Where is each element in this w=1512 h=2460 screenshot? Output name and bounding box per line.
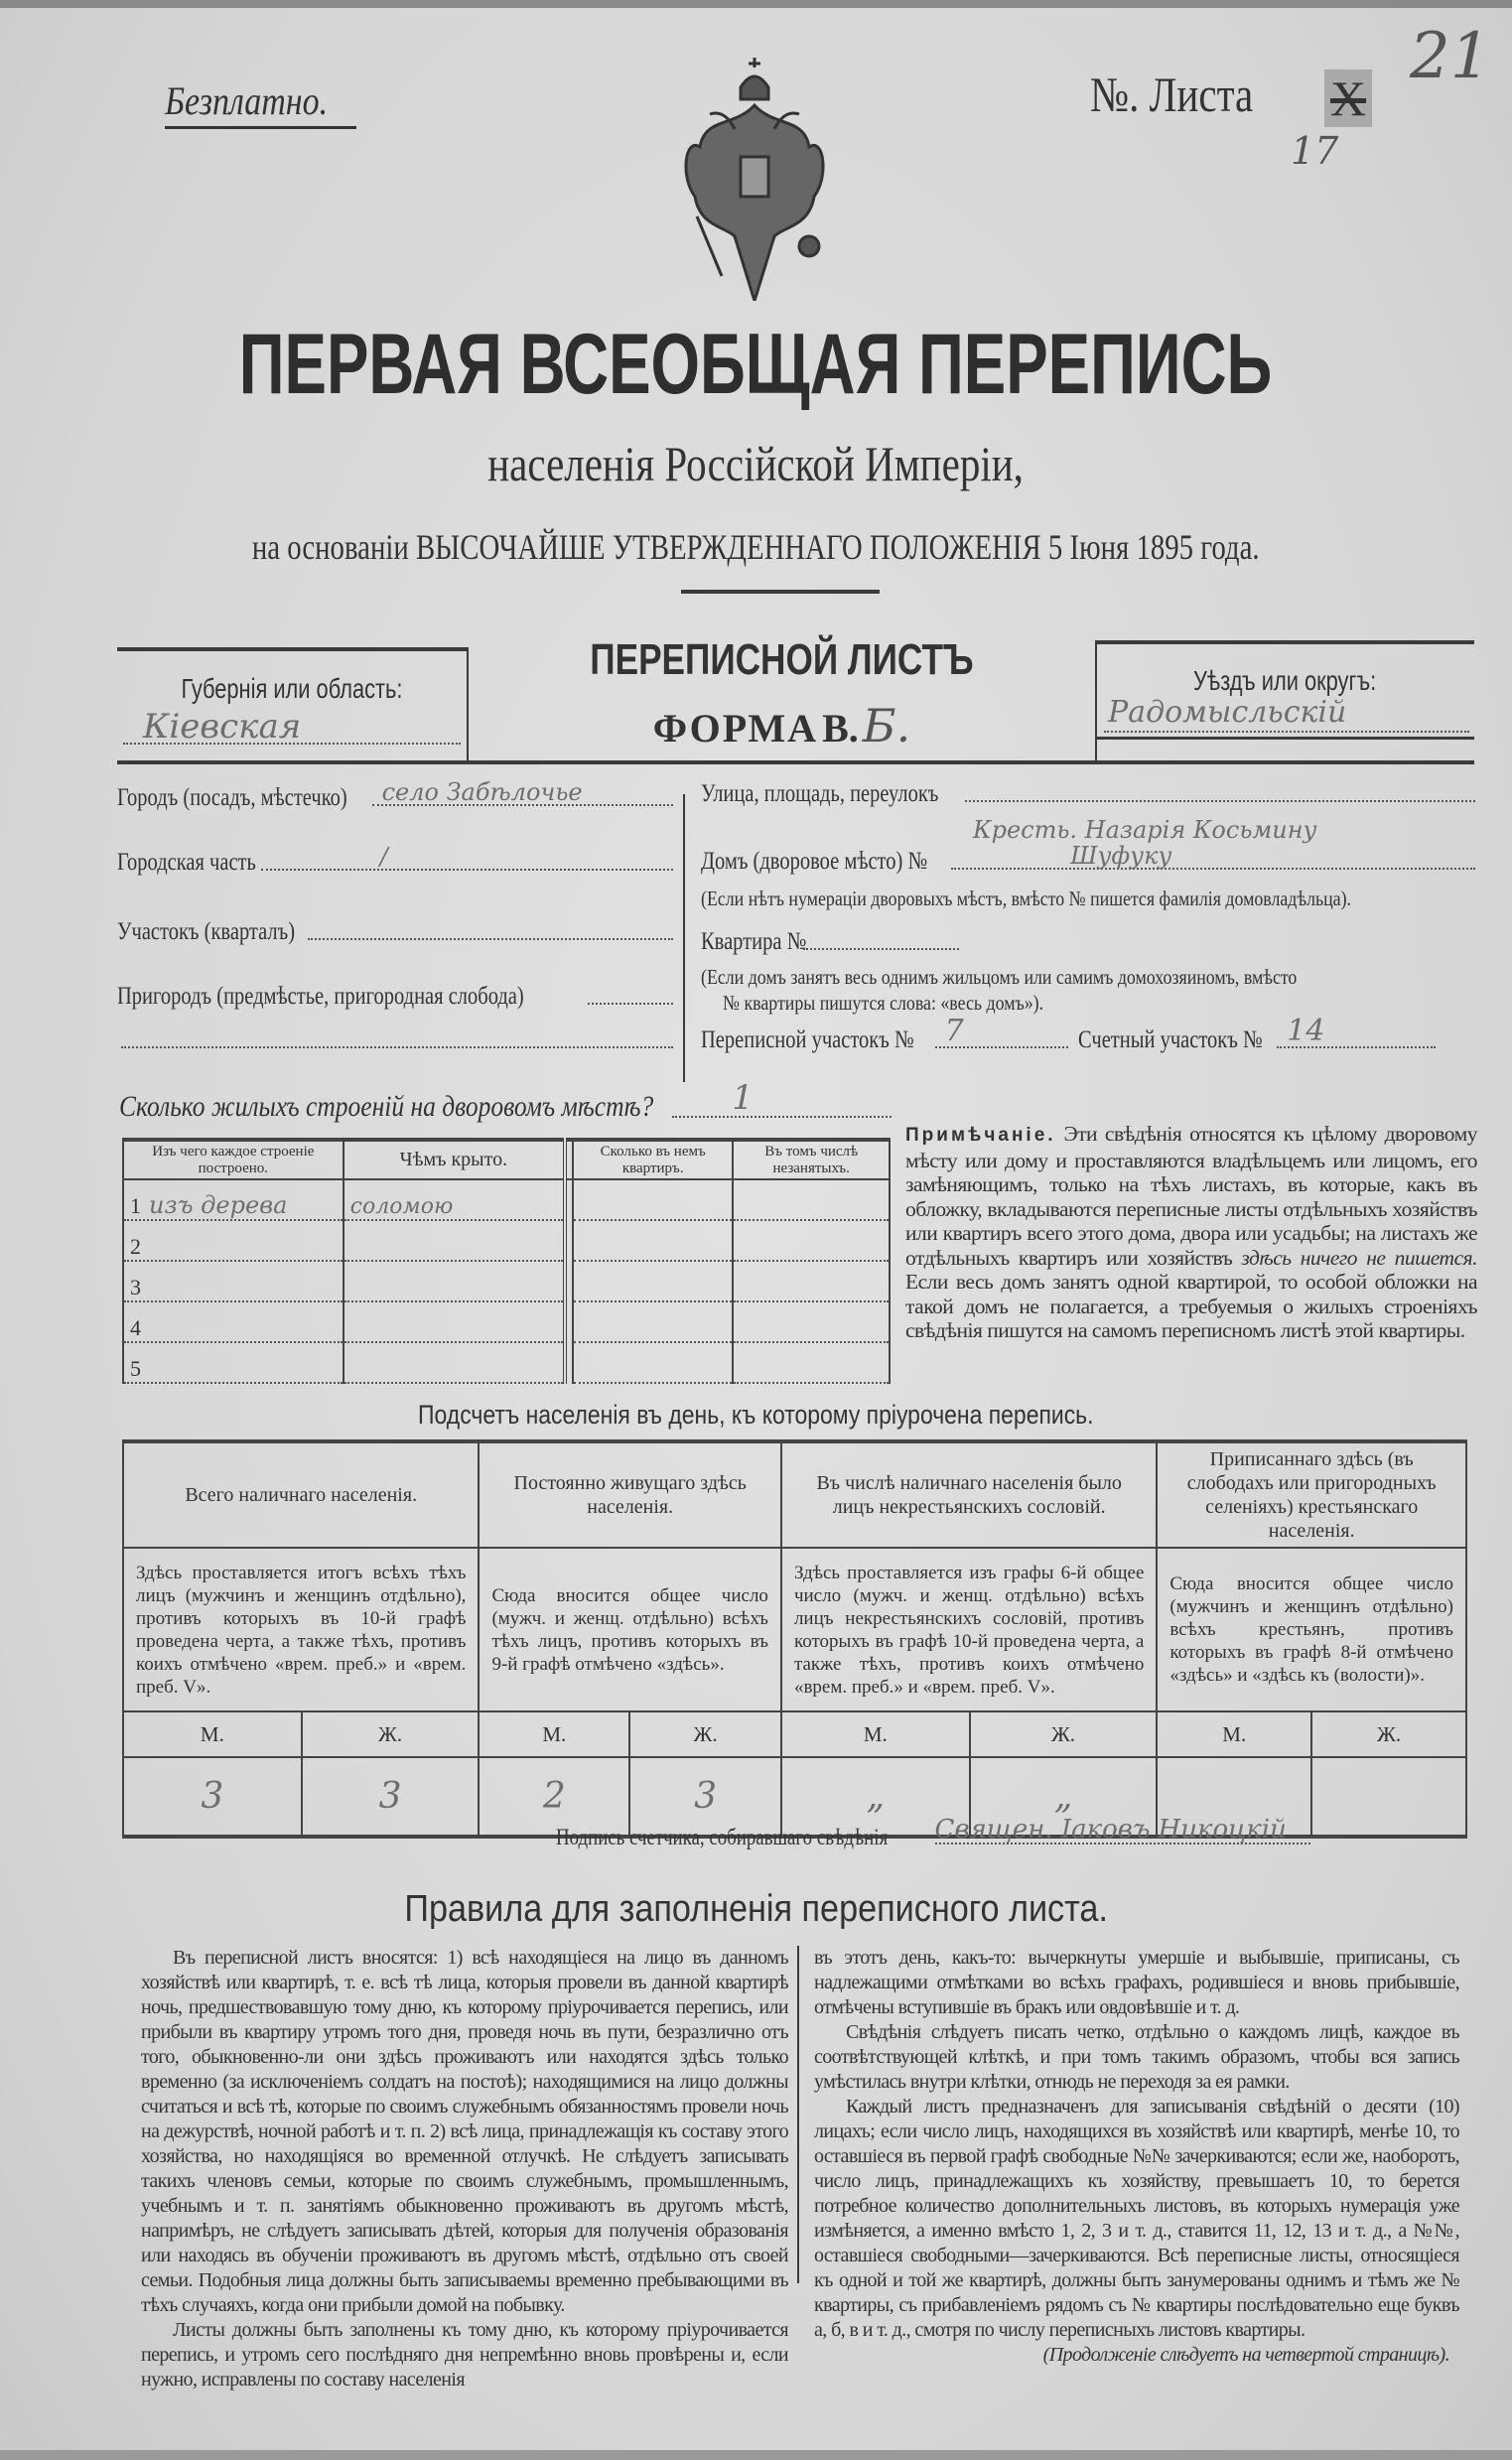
- gorod-field[interactable]: Городъ (посадъ, мѣстечко) село Забѣлочье: [117, 784, 673, 812]
- vacant-cell[interactable]: [733, 1261, 890, 1301]
- apartments-cell[interactable]: [573, 1220, 733, 1261]
- female-label: Ж.: [629, 1711, 781, 1757]
- material-cell[interactable]: [123, 1220, 344, 1261]
- material-cell[interactable]: [123, 1179, 344, 1220]
- double-divider: [565, 1179, 573, 1220]
- main-title: ПЕРВАЯ ВСЕОБЩАЯ ПЕРЕПИСЬ: [239, 317, 1273, 412]
- sheet-number-label: №. Листа: [1090, 67, 1254, 122]
- header-apartments: Сколько въ немъ квартиръ.: [573, 1140, 733, 1179]
- population-title: Подсчетъ населенія въ день, къ которому пріурочена перепись.: [418, 1400, 1094, 1430]
- roof-cell[interactable]: [344, 1342, 565, 1383]
- guberniya-label: Губернія или область:: [181, 673, 403, 704]
- column-description: Сюда вносится общее число (мужчинъ и женщинъ отдѣльно) всѣхъ крестьянъ, противъ которыхъ въ графѣ 8-й отмѣчено «здѣсь» и «здѣсь къ (волости)».: [1157, 1548, 1466, 1711]
- material-cell[interactable]: [123, 1301, 344, 1342]
- roof-cell[interactable]: [344, 1261, 565, 1301]
- double-divider: [565, 1140, 573, 1179]
- dom-note: (Если нѣтъ нумераціи дворовыхъ мѣстъ, вмѣсто № пишется фамилія домовладѣльца).: [701, 887, 1352, 910]
- apartments-cell[interactable]: [573, 1301, 733, 1342]
- roof-cell[interactable]: [344, 1301, 565, 1342]
- apartments-cell[interactable]: [573, 1342, 733, 1383]
- scan-top-edge: [0, 0, 1512, 8]
- female-count-cell[interactable]: [1311, 1757, 1466, 1837]
- building-row: [123, 1220, 890, 1261]
- column-description: Здѣсь проставляется итогъ всѣхъ тѣхъ лицъ (мужчинъ и женщинъ отдѣльно), противъ которыхъ въ 10-й графѣ проведена черта, а также тѣхъ, противъ коихъ отмѣчено «врем. преб.» и «врем. преб. V».: [123, 1548, 479, 1711]
- double-divider: [565, 1342, 573, 1383]
- material: изъ дерева: [149, 1191, 288, 1219]
- dom-field[interactable]: Домъ (дворовое мѣсто) № Шуфуку: [701, 848, 1475, 876]
- column-header: Приписаннаго здѣсь (въ слободахъ или пригородныхъ селеніяхъ) крестьянскаго населенія.: [1157, 1441, 1466, 1548]
- form-type: ФОРМА В. Б.: [652, 699, 911, 752]
- column-description: Здѣсь проставляется изъ графы 6-й общее число (мужч. и женщ. отдѣльно) всѣхъ лицъ некрестьянскихъ сословій, противъ которыхъ въ графѣ 10-й проведена черта, а также тѣхъ, противъ коихъ отмѣчено «врем. преб.» и «врем. преб. V».: [781, 1548, 1157, 1711]
- male-count: 3: [201, 1776, 224, 1817]
- note-paragraph: Примѣчаніе. Эти свѣдѣнія относятся къ цѣлому дворовому мѣсту или дому и проставляются владѣльцемъ или лицомъ, его замѣняющимъ, только на тѣхъ листахъ, въ которые, какъ въ обложку, вкладываются переписные листы отдѣльныхъ хозяйствъ или квартиръ всего этого дома, двора или усадьбы; на листахъ же отдѣльныхъ квартиръ или хозяйствъ здѣсь ничего не пишется. Если весь домъ занятъ одной квартирой, то особой обложки на такой домъ не полагается, а требуемыя о жилыхъ строеніяхъ свѣдѣнія пишутся на самомъ переписномъ листѣ этой квартиры.: [905, 1122, 1478, 1342]
- material-cell[interactable]: [123, 1342, 344, 1383]
- prigorod-field[interactable]: Пригородъ (предмѣстье, пригородная слобода): [117, 983, 673, 1011]
- sheet-number: [1090, 66, 1367, 126]
- guberniya-field[interactable]: Кіевская: [123, 707, 461, 745]
- dom-value-line1: Кресть. Назарія Косьмину: [973, 816, 1317, 844]
- form-type-handwritten: Б.: [862, 699, 911, 752]
- buildings-table: [122, 1138, 891, 1384]
- double-divider: [565, 1261, 573, 1301]
- divider: [1095, 640, 1474, 644]
- perepisnoi-uchastok-field[interactable]: Переписной участокъ № 7: [701, 1026, 1068, 1054]
- column-description: Сюда вносится общее число (мужч. и женщ. отдѣльно) всѣхъ тѣхъ лицъ, противъ которыхъ въ 9-й графѣ отмѣчено «здѣсь».: [479, 1548, 781, 1711]
- uchastok-field[interactable]: Участокъ (кварталъ): [117, 918, 673, 946]
- scan-bottom-edge: [0, 2450, 1512, 2460]
- vacant-cell[interactable]: [733, 1342, 890, 1383]
- male-count-cell[interactable]: [123, 1757, 302, 1837]
- row-number: 3: [130, 1275, 141, 1299]
- double-divider: [565, 1220, 573, 1261]
- row-number: 1: [130, 1193, 141, 1218]
- roof: соломою: [349, 1194, 454, 1219]
- gorodskaya-chast-field[interactable]: Городская часть /: [117, 849, 673, 877]
- double-divider: [565, 1301, 573, 1342]
- female-label: Ж.: [970, 1711, 1158, 1757]
- divider: [797, 1946, 799, 2283]
- continuation-note: (Продолженіе слѣдуетъ на четвертой страницѣ).: [1042, 2344, 1449, 2366]
- subtitle: населенія Россійской Имперіи,: [487, 436, 1025, 491]
- sheet-title: ПЕРЕПИСНОЙ ЛИСТЪ: [590, 635, 974, 684]
- divider: [117, 647, 467, 651]
- divider: [117, 760, 1474, 764]
- column-header: Въ числѣ наличнаго населенія было лицъ некрестьянскихъ сословій.: [781, 1441, 1157, 1548]
- header-roof: Чѣмъ крыто.: [344, 1140, 565, 1179]
- enumerator-signature-field[interactable]: Подпись счетчика, собиравшаго свѣдѣнія Священ. Іаковъ Никоцкій: [556, 1825, 1310, 1850]
- uezd-field[interactable]: Радомысльскій: [1104, 695, 1469, 733]
- column-header: Постоянно живущаго здѣсь населенія.: [479, 1441, 781, 1548]
- row-number: 5: [130, 1356, 141, 1381]
- legal-basis: на основаніи ВЫСОЧАЙШЕ УТВЕРЖДЕННАГО ПОЛОЖЕНІЯ 5 Іюня 1895 года.: [252, 527, 1260, 567]
- building-row: [123, 1261, 890, 1301]
- uezd-label: Уѣздъ или округъ:: [1192, 665, 1377, 696]
- vacant-cell[interactable]: [733, 1220, 890, 1261]
- roof-cell[interactable]: [344, 1179, 565, 1220]
- male-label: М.: [1157, 1711, 1311, 1757]
- vacant-cell[interactable]: [733, 1179, 890, 1220]
- female-count-cell[interactable]: [302, 1757, 480, 1837]
- rules-left-column: Въ переписной листъ вносятся: 1) всѣ находящіеся на лицо въ данномъ хозяйствѣ или квартирѣ, т. е. всѣ тѣ лица, которыя провели въ данной квартирѣ ночь, предшествовавшую тому дню, къ которому пріурочивается перепись, или прибыли въ квартиру утромъ того дня, проведя ночь въ пути, безразлично отъ того, обыкновенно-ли они здѣсь проживаютъ или находятся здѣсь только временно (за исключеніемъ солдатъ на постоѣ); находящимися на лицо должны считаться и всѣ тѣ, которые по своимъ служебнымъ обязанностямъ провели ночь на дежурствѣ, ночной работѣ и т. п. 2) всѣ лица, принадлежащія къ составу этого хозяйства, но находящіяся во временной отлучкѣ. Не слѣдуетъ записывать такихъ членовъ семьи, которые по своимъ служебнымъ, промышленнымъ, учебнымъ и т. п. занятіямъ обыкновенно проживаютъ въ другомъ мѣстѣ, напримѣръ, не слѣдуетъ записывать дѣтей, которыя для полученія образованія или находясь въ обученіи проживаютъ въ другомъ мѣстѣ, отдѣльно отъ своей семьи. Подобныя лица должны быть записываемы временно пребывающими въ тѣхъ случаяхъ, когда они прибыли домой на побывку. Листы должны быть заполнены къ тому дню, къ которому пріурочивается перепись, и утромъ сего послѣдняго дня непремѣнно вновь провѣрены и, если нужно, исправлены по составу населенія: [141, 1947, 788, 2391]
- apartments-cell[interactable]: [573, 1261, 733, 1301]
- divider: [683, 794, 685, 1082]
- column-header: Всего наличнаго населенія.: [123, 1441, 479, 1548]
- free-of-charge-label: Безплатно.: [165, 77, 356, 129]
- building-row: [123, 1301, 890, 1342]
- imperial-eagle-emblem: [675, 58, 834, 301]
- building-row: [123, 1342, 890, 1383]
- row-number: 4: [130, 1315, 141, 1340]
- rules-right-column: въ этотъ день, какъ-то: вычеркнуты умершіе и выбывшіе, приписаны, съ надлежащими отмѣтками во всѣхъ графахъ, родившіеся и вновь прибывшіе, отмѣчены вступившіе въ бракъ или овдовѣвшіе и т. д. Свѣдѣнія слѣдуетъ писать четко, отдѣльно о каждомъ лицѣ, каждое въ соотвѣтствующей клѣткѣ, и при томъ такимъ образомъ, чтобы вся запись умѣстилась внутри клѣтки, отнюдь не переходя за ея рамки. Каждый листъ предназначенъ для записыванія свѣдѣній о десяти (10) лицахъ; если число лицъ, находящихся въ хозяйствѣ или квартирѣ, менѣе 10, то оставшіеся въ первой графѣ свободные №№ зачеркиваются; если же, наоборотъ, число лицъ, принадлежащихъ къ хозяйству, превышаетъ 10, то берется потребное количество дополнительныхъ листовъ, въ которыхъ нумерація уже измѣняется, а именно вмѣсто 1, 2, 3 и т. д., ставится 11, 12, 13 и т. д., а №№, оставшіеся свободными—зачеркиваются. Всѣ переписные листы, относящіеся къ одной и той же квартирѣ, должны быть занумерованы однимъ и тѣмъ же № квартиры, съ прибавленіемъ рядомъ съ № квартиры послѣдовательно еще буквъ а, б, в и т. д., смотря по числу переписныхъ листовъ квартиры. (Продолженіе слѣдуетъ на четвертой страницѣ).: [814, 1947, 1459, 2366]
- female-count: „: [1053, 1776, 1073, 1817]
- header-material: Изъ чего каждое строеніе построено.: [123, 1140, 344, 1179]
- female-count: 3: [694, 1776, 718, 1817]
- header-vacant: Въ томъ числѣ незанятыхъ.: [733, 1140, 890, 1179]
- kvartira-note-2: № квартиры пишутся слова: «весь домъ»).: [723, 991, 1044, 1015]
- apartments-cell[interactable]: [573, 1179, 733, 1220]
- kvartira-field[interactable]: Квартира №: [701, 928, 959, 956]
- sheet-number-handwritten-small: 17: [1291, 129, 1339, 173]
- female-label: Ж.: [302, 1711, 480, 1757]
- schetny-uchastok-field[interactable]: Счетный участокъ № 14: [1078, 1026, 1436, 1054]
- male-count: „: [866, 1776, 886, 1817]
- female-count: 3: [378, 1776, 402, 1817]
- divider: [1095, 737, 1474, 740]
- population-table: [122, 1439, 1467, 1839]
- sheet-number-struck: X: [1324, 69, 1372, 127]
- kvartira-note-1: (Если домъ занятъ весь однимъ жильцомъ или самимъ домохозяиномъ, вмѣсто: [701, 965, 1298, 989]
- sheet-number-handwritten: 21: [1410, 20, 1491, 93]
- rules-title: Правила для заполненія переписного листа.: [404, 1888, 1108, 1930]
- building-row: [123, 1179, 890, 1220]
- row-number: 2: [130, 1234, 141, 1259]
- vacant-cell[interactable]: [733, 1301, 890, 1342]
- roof-cell[interactable]: [344, 1220, 565, 1261]
- blank-line[interactable]: [121, 1044, 673, 1048]
- divider: [1095, 640, 1097, 761]
- ulitsa-field[interactable]: Улица, площадь, переулокъ: [701, 780, 1475, 808]
- male-label: М.: [479, 1711, 629, 1757]
- male-label: М.: [123, 1711, 302, 1757]
- male-count: 2: [542, 1776, 566, 1817]
- material-cell[interactable]: [123, 1261, 344, 1301]
- male-label: М.: [781, 1711, 970, 1757]
- buildings-count-field[interactable]: Сколько жилыхъ строеній на дворовомъ мѣстѣ? 1: [119, 1090, 892, 1124]
- divider: [681, 590, 880, 594]
- female-label: Ж.: [1311, 1711, 1466, 1757]
